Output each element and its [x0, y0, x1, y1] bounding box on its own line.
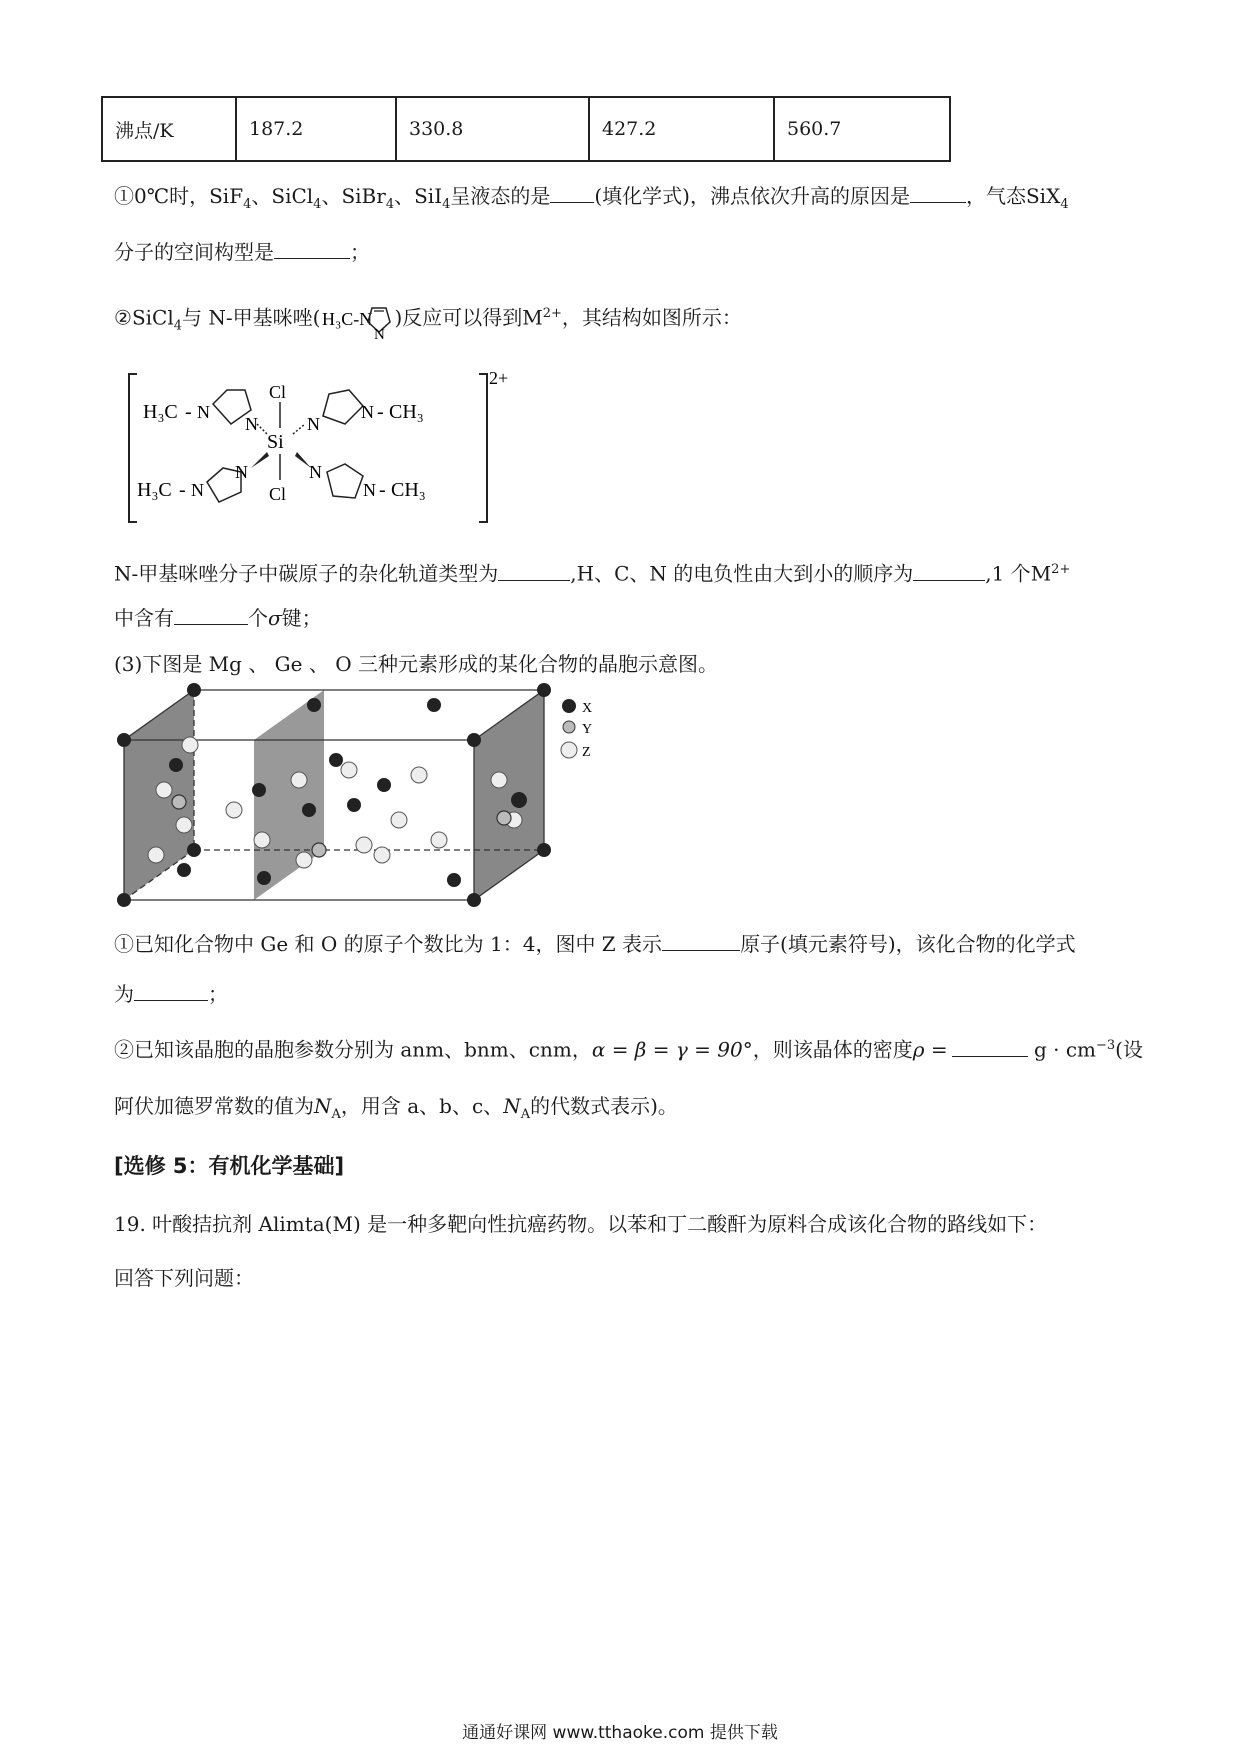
answer-blank[interactable] [498, 562, 570, 581]
density-symbol: ρ = [912, 1037, 948, 1062]
text: 分子的空间构型是 [114, 240, 274, 264]
text: 中含有 [114, 606, 174, 630]
subscript: 4 [243, 197, 252, 212]
nitrogen-label: N [361, 402, 374, 422]
boiling-point-table [101, 96, 951, 162]
formula-sicl4: SiCl [271, 184, 314, 208]
text: ； [350, 240, 370, 264]
table-cell: 187.2 [236, 97, 396, 161]
subscript: 4 [1060, 197, 1069, 212]
methylimidazole-inline-structure [320, 298, 394, 340]
complex-structure-diagram [127, 368, 527, 528]
answer-blank[interactable] [913, 562, 985, 581]
sigma-symbol: σ [268, 606, 282, 630]
silicon-label: Si [267, 431, 284, 453]
superscript: −3 [1096, 1038, 1116, 1053]
separator: 、 [251, 184, 272, 208]
page-footer: 通通好课网 www.tthaoke.com 提供下载 [462, 1723, 778, 1743]
question-19-line-2: 回答下列问题： [114, 1266, 254, 1290]
answer-blank[interactable] [550, 184, 594, 203]
methyl-label: CH₃ [391, 479, 426, 501]
question-3-intro: (3)下图是 Mg 、 Ge 、 O 三种元素形成的某化合物的晶胞示意图。 [114, 652, 718, 676]
answer-blank[interactable] [910, 184, 966, 203]
svg-text:-: - [185, 401, 192, 423]
question-2-line [114, 298, 742, 341]
text: 阿伏加德罗常数的值为 [114, 1094, 314, 1118]
text: N-甲基咪唑分子中碳原子的杂化轨道类型为 [114, 561, 499, 586]
crystal-cell-diagram [114, 680, 614, 912]
table-cell: 560.7 [774, 97, 950, 161]
text: 与 N-甲基咪唑( [182, 305, 321, 330]
formula-sii4: SiI [414, 184, 443, 208]
ion-m: M [1030, 561, 1052, 586]
text: ①已知化合物中 Ge 和 O 的原子个数比为 1：4，图中 Z 表示 [114, 932, 663, 956]
formula-sicl4: SiCl [131, 305, 174, 330]
avogadro-symbol: N [314, 1094, 332, 1118]
formula-sif4: SiF [209, 184, 244, 208]
text: )反应可以得到 [394, 305, 523, 330]
text: ,1 个 [985, 561, 1031, 586]
text: ② [114, 305, 132, 330]
nitrogen-label: N [245, 414, 258, 434]
shaded-face-middle [254, 690, 324, 900]
separator: 、 [321, 184, 342, 208]
text: 键； [281, 606, 322, 630]
complex-charge: 2+ [489, 368, 509, 388]
question-1-line-1 [114, 182, 1069, 219]
text: 呈液态的是 [450, 184, 551, 208]
svg-text:-: - [379, 479, 386, 501]
question-1-line-2 [114, 238, 370, 266]
chlorine-label: Cl [269, 382, 287, 402]
question-3a-line-2 [114, 980, 228, 1008]
subscript: A [331, 1107, 341, 1122]
text: ； [208, 982, 228, 1006]
superscript: 2+ [542, 305, 562, 321]
table-row [102, 97, 950, 161]
text: 的代数式表示)。 [530, 1094, 678, 1118]
shaded-face-right [474, 690, 544, 900]
text: (填化学式)，沸点依次升高的原因是 [594, 184, 910, 208]
subscript: 4 [313, 197, 322, 212]
answer-blank[interactable] [174, 606, 248, 625]
nitrogen-label: N [197, 402, 210, 422]
legend-z: Z [582, 745, 591, 760]
text: ，则该晶体的密度 [752, 1037, 913, 1062]
formula-sibr4: SiBr [341, 184, 386, 208]
methyl-label: H₃C [137, 479, 172, 501]
text: (设 [1115, 1037, 1143, 1062]
answer-blank[interactable] [952, 1038, 1028, 1057]
subscript: 4 [442, 197, 451, 212]
subscript: 4 [173, 318, 183, 334]
question-3b-line-2 [114, 1092, 678, 1129]
nitrogen-label: N [374, 327, 386, 340]
section-heading: [选修 5：有机化学基础] [114, 1154, 345, 1178]
table-cell: 427.2 [589, 97, 774, 161]
legend [561, 699, 592, 760]
nitrogen-label: N [363, 480, 376, 500]
question-3b-line-1 [114, 1032, 1143, 1064]
svg-text:-: - [377, 401, 384, 423]
methyl-label: H₃C-N [322, 309, 373, 329]
text: ，气态 [965, 184, 1026, 208]
formula-six4: SiX [1025, 184, 1061, 208]
subscript: A [520, 1107, 531, 1122]
nitrogen-label: N [191, 480, 204, 500]
unit: g · cm [1033, 1037, 1096, 1062]
svg-text:-: - [179, 479, 186, 501]
methyl-label: CH₃ [389, 401, 424, 423]
legend-x: X [582, 701, 593, 716]
text: ，用含 a、b、c、 [340, 1094, 504, 1118]
text: ,H、C、N 的电负性由大到小的顺序为 [570, 561, 914, 586]
question-2b-line-1 [114, 556, 1070, 588]
legend-y: Y [582, 722, 593, 737]
text: ①0℃时， [114, 184, 210, 208]
answer-blank[interactable] [274, 240, 350, 259]
separator: 、 [394, 184, 415, 208]
angle-expression: α = β = γ = 90° [591, 1037, 753, 1062]
text: ②已知该晶胞的晶胞参数分别为 anm、bnm、cnm， [114, 1037, 592, 1062]
ion-m: M [522, 305, 543, 330]
text: ，其结构如图所示： [561, 305, 742, 330]
chlorine-label: Cl [269, 484, 287, 504]
question-3a-line-1 [114, 930, 1076, 958]
answer-blank[interactable] [662, 932, 740, 951]
answer-blank[interactable] [134, 982, 208, 1001]
superscript: 2+ [1051, 562, 1071, 577]
nitrogen-label: N [235, 462, 248, 482]
atoms-y [172, 795, 511, 857]
subscript: 4 [385, 197, 395, 212]
text: 原子(填元素符号)，该化合物的化学式 [740, 932, 1076, 956]
question-2b-line-2 [114, 604, 322, 632]
nitrogen-label: N [309, 462, 322, 482]
text: 为 [114, 982, 134, 1006]
avogadro-symbol: N [503, 1094, 521, 1118]
question-19-line-1: 19. 叶酸拮抗剂 Alimta(M) 是一种多靶向性抗癌药物。以苯和丁二酸酐为原料合成该化合物的路线如下： [114, 1212, 1048, 1236]
methyl-label: H₃C [143, 401, 178, 423]
table-cell: 330.8 [396, 97, 589, 161]
text: 个 [248, 606, 268, 630]
table-row-label: 沸点/K [102, 97, 236, 161]
nitrogen-label: N [307, 414, 320, 434]
